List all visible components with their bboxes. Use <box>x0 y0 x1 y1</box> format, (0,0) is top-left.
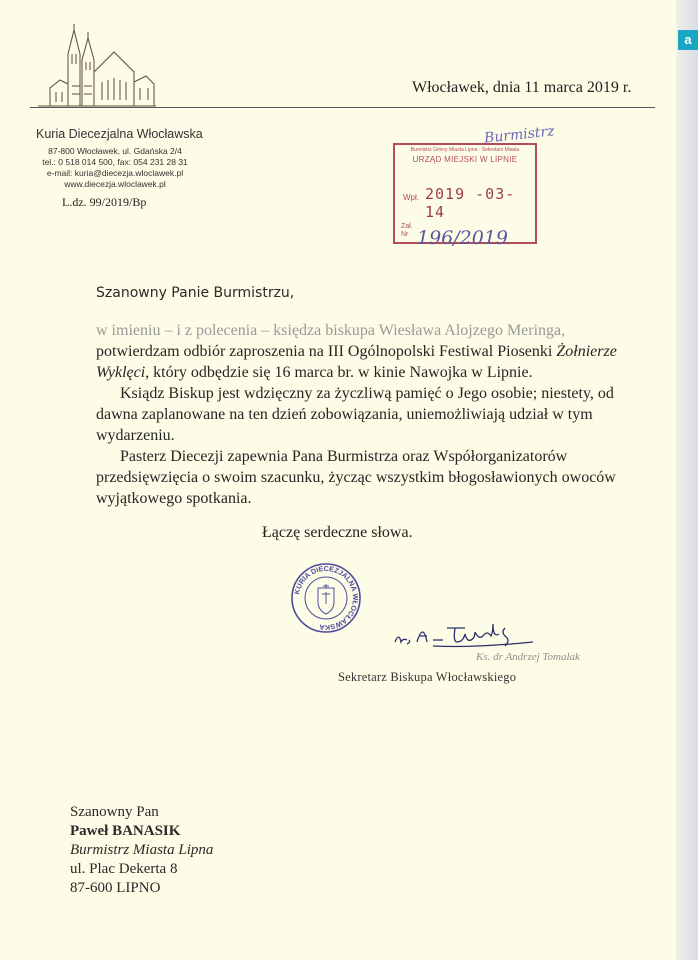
stamp-zal-label: Zał. <box>401 223 413 230</box>
diocese-seal <box>290 562 362 634</box>
stamp-office: URZĄD MIEJSKI W LIPNIE <box>412 155 518 164</box>
recipient-city: 87-600 LIPNO <box>70 880 161 896</box>
signer-name: Ks. dr Andrzej Tomalak <box>476 651 580 663</box>
stamp-zal-labels <box>401 223 413 239</box>
recipient-greeting: Szanowny Pan <box>70 804 159 820</box>
place-date: Włocławek, dnia 11 marca 2019 r. <box>412 79 632 96</box>
institution-address <box>20 146 210 190</box>
reference-number: L.dz. 99/2019/Bp <box>62 195 147 209</box>
header-rule <box>30 107 655 108</box>
letter-body <box>96 320 636 509</box>
paragraph-2: Ksiądz Biskup jest wdzięczny za życzliwą pamięć o Jego osobie; niestety, od dawna zaplanowane na ten dzień zobowiązania, uniemożliwiają udział w tym wydarzeniu. <box>96 385 614 444</box>
recipient-role: Burmistrz Miasta Lipna <box>70 842 214 858</box>
stamp-number: 196/2019 <box>417 227 509 249</box>
paragraph-1-line-2: potwierdzam odbiór zaproszenia na III Ogólnopolski Festiwal Piosenki <box>96 343 557 360</box>
festival-name: Żołnierze Wyklęci <box>96 343 617 381</box>
stamp-header: Burmistrz Gminy Miasta Lipna · Sekretarz Miasta <box>410 147 520 153</box>
handwritten-note: Burmistrz <box>483 123 556 147</box>
recipient-name: Paweł BANASIK <box>70 823 181 839</box>
institution-name: Kuria Diecezjalna Włocławska <box>36 127 203 141</box>
website-line: www.diecezja.wloclawek.pl <box>64 179 166 189</box>
handwritten-signature <box>393 616 553 652</box>
recipient-address <box>70 803 213 898</box>
received-stamp <box>393 143 537 249</box>
paragraph-3: Pasterz Diecezji zapewnia Pana Burmistrza oraz Współorganizatorów przedsięwzięcia o swoim szacunku, życząc wszystkim błogosławionych owoców wyjątkowego spotkania. <box>96 448 616 507</box>
edge-tab: a <box>678 30 698 50</box>
stamp-date: 2019 -03- 14 <box>425 185 516 221</box>
signer-title: Sekretarz Biskupa Włocławskiego <box>338 670 517 684</box>
paragraph-1-line-3: , który odbędzie się 16 marca br. w kinie Nawojka w Lipnie. <box>145 364 533 381</box>
salutation: Szanowny Panie Burmistrzu, <box>96 285 295 301</box>
email-line: e-mail: kuria@diecezja.wloclawek.pl <box>46 168 184 178</box>
stamp-wpl-label: Wpł. <box>403 193 419 202</box>
paragraph-1-line-1: w imieniu – i z polecenia – księdza biskupa Wiesława Alojzego Meringa, <box>96 322 566 339</box>
recipient-street: ul. Plac Dekerta 8 <box>70 861 178 877</box>
closing-line: Łączę serdeczne słowa. <box>262 524 413 541</box>
phone-line: tel.: 0 518 014 500, fax: 054 231 28 31 <box>42 157 188 167</box>
cathedral-logo <box>30 24 160 108</box>
scan-edge <box>676 0 698 960</box>
paragraph-1 <box>96 320 636 383</box>
address-line: 87-800 Włocławek, ul. Gdańska 2/4 <box>48 146 182 156</box>
seal-text: KURIA DIECEZJALNA WŁOCŁAWSKA <box>292 563 361 633</box>
stamp-nr-label: Nr <box>401 231 409 238</box>
